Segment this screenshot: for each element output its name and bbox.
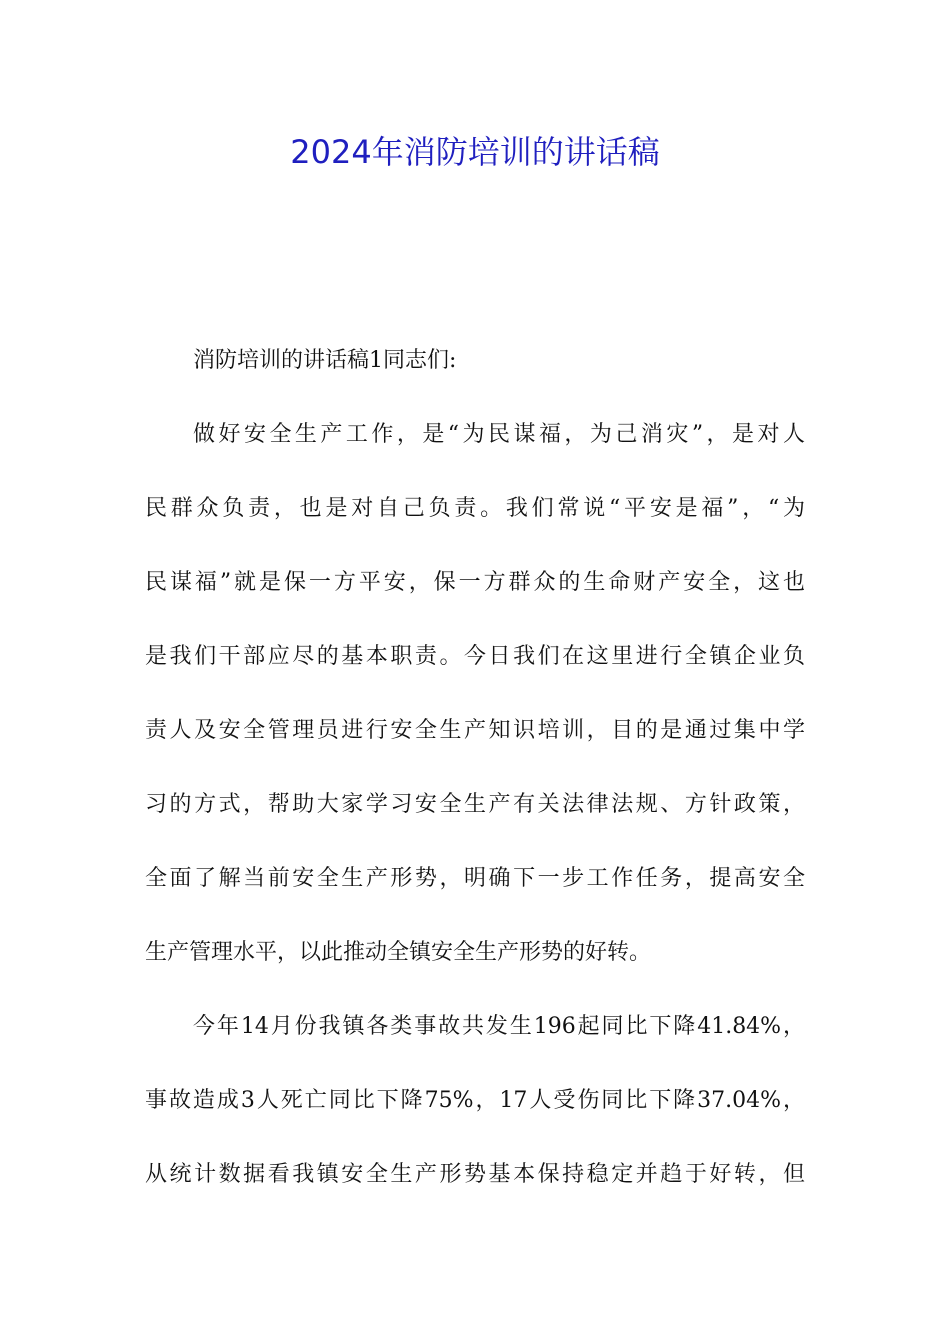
paragraph-line: 做好安全生产工作，是“为民谋福，为己消灾”，是对人 (193, 422, 805, 447)
paragraph-line: 民群众负责，也是对自己负责。我们常说“平安是福”，“为 (145, 496, 805, 521)
paragraph-line: 今年14月份我镇各类事故共发生196起同比下降41.84%， (193, 1014, 805, 1039)
document-title: 2024年消防培训的讲话稿 (290, 133, 660, 171)
paragraph-line: 消防培训的讲话稿1同志们: (193, 348, 457, 373)
paragraph-line: 全面了解当前安全生产形势，明确下一步工作任务，提高安全 (145, 866, 805, 891)
paragraph-line: 生产管理水平，以此推动全镇安全生产形势的好转。 (145, 940, 652, 965)
paragraph-line: 从统计数据看我镇安全生产形势基本保持稳定并趋于好转，但 (145, 1162, 805, 1187)
paragraph-line: 责人及安全管理员进行安全生产知识培训，目的是通过集中学 (145, 718, 805, 743)
paragraph-line: 民谋福”就是保一方平安，保一方群众的生命财产安全，这也 (145, 570, 805, 595)
paragraph-line: 是我们干部应尽的基本职责。今日我们在这里进行全镇企业负 (145, 644, 805, 669)
paragraph-line: 习的方式，帮助大家学习安全生产有关法律法规、方针政策， (145, 792, 805, 817)
paragraph-line: 事故造成3人死亡同比下降75%，17人受伤同比下降37.04%， (145, 1088, 805, 1113)
